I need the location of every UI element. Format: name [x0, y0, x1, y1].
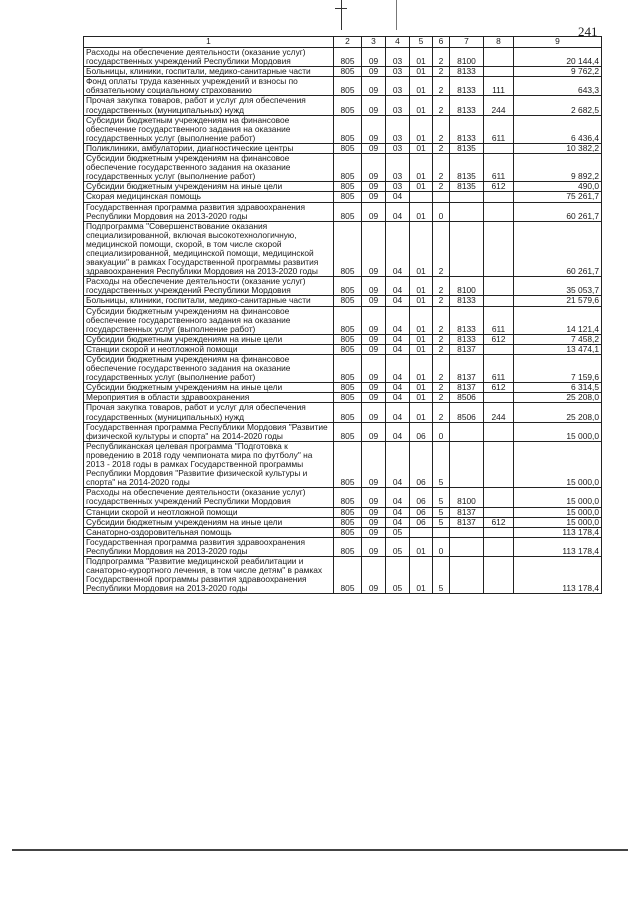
code-cell: 805: [334, 192, 362, 202]
amount-cell: 6 314,5: [514, 383, 602, 393]
amount-cell: 60 261,7: [514, 202, 602, 221]
column-header: 2: [334, 37, 362, 48]
code-cell: [484, 527, 514, 537]
code-cell: 2: [433, 306, 450, 334]
amount-cell: 490,0: [514, 182, 602, 192]
code-cell: 805: [334, 296, 362, 306]
code-cell: 805: [334, 202, 362, 221]
expense-name-cell: Прочая закупка товаров, работ и услуг для обеспечения государственных (муниципальных) нужд: [84, 96, 334, 115]
code-cell: 03: [386, 67, 410, 77]
code-cell: 01: [410, 202, 433, 221]
code-cell: 03: [386, 182, 410, 192]
amount-cell: 60 261,7: [514, 221, 602, 277]
code-cell: 2: [433, 296, 450, 306]
code-cell: 01: [410, 221, 433, 277]
code-cell: 244: [484, 96, 514, 115]
code-cell: 805: [334, 422, 362, 441]
code-cell: 612: [484, 517, 514, 527]
code-cell: 05: [386, 537, 410, 556]
table-row: [84, 517, 602, 527]
scan-mark-vertical: [341, 0, 342, 30]
code-cell: 09: [362, 77, 386, 96]
code-cell: 04: [386, 202, 410, 221]
code-cell: 611: [484, 355, 514, 383]
expense-name-cell: Больницы, клиники, госпитали, медико-санитарные части: [84, 296, 334, 306]
code-cell: 04: [386, 192, 410, 202]
code-cell: 5: [433, 441, 450, 487]
code-cell: 06: [410, 441, 433, 487]
code-cell: 01: [410, 403, 433, 422]
code-cell: 8506: [450, 393, 484, 403]
expense-name-cell: Республиканская целевая программа "Подготовка к проведению в 2018 году чемпионата мира по футболу" на 2013 - 2018 годы в рамках Государственной программы Республики Мордовия "Развитие физической культуры и спорта" на 2014-2020 годы: [84, 441, 334, 487]
amount-cell: 25 208,0: [514, 403, 602, 422]
table-row: [84, 96, 602, 115]
code-cell: [484, 202, 514, 221]
code-cell: 805: [334, 393, 362, 403]
code-cell: 09: [362, 306, 386, 334]
code-cell: 01: [410, 296, 433, 306]
expense-name-cell: Государственная программа развития здравоохранения Республики Мордовия на 2013-2020 годы: [84, 537, 334, 556]
code-cell: 805: [334, 334, 362, 344]
code-cell: 8133: [450, 306, 484, 334]
table-body: [84, 48, 602, 594]
expense-name-cell: Мероприятия в области здравоохранения: [84, 393, 334, 403]
amount-cell: 20 144,4: [514, 48, 602, 67]
code-cell: 2: [433, 77, 450, 96]
table-row: [84, 221, 602, 277]
code-cell: 05: [386, 556, 410, 593]
code-cell: 09: [362, 517, 386, 527]
code-cell: 5: [433, 488, 450, 507]
code-cell: 8137: [450, 507, 484, 517]
code-cell: 244: [484, 403, 514, 422]
code-cell: 5: [433, 517, 450, 527]
amount-cell: 21 579,6: [514, 296, 602, 306]
code-cell: 04: [386, 507, 410, 517]
code-cell: 01: [410, 355, 433, 383]
code-cell: 805: [334, 441, 362, 487]
code-cell: 09: [362, 115, 386, 143]
code-cell: 09: [362, 441, 386, 487]
expense-name-cell: Субсидии бюджетным учреждениям на иные цели: [84, 383, 334, 393]
code-cell: 805: [334, 517, 362, 527]
expense-name-cell: Фонд оплаты труда казенных учреждений и взносы по обязательному социальному страхованию: [84, 77, 334, 96]
table-row: [84, 306, 602, 334]
code-cell: 03: [386, 77, 410, 96]
code-cell: 8506: [450, 403, 484, 422]
expense-name-cell: Субсидии бюджетным учреждениям на финансовое обеспечение государственного задания на оказание государственных услуг (выполнение работ): [84, 115, 334, 143]
code-cell: 8135: [450, 143, 484, 153]
code-cell: 01: [410, 77, 433, 96]
code-cell: 2: [433, 182, 450, 192]
code-cell: [484, 192, 514, 202]
expense-name-cell: Субсидии бюджетным учреждениям на иные цели: [84, 517, 334, 527]
table-header-row: [84, 37, 602, 48]
code-cell: 03: [386, 115, 410, 143]
expense-name-cell: Субсидии бюджетным учреждениям на финансовое обеспечение государственного задания на оказание государственных услуг (выполнение работ): [84, 355, 334, 383]
expense-name-cell: Субсидии бюджетным учреждениям на финансовое обеспечение государственного задания на оказание государственных услуг (выполнение работ): [84, 306, 334, 334]
amount-cell: 35 053,7: [514, 277, 602, 296]
code-cell: 805: [334, 527, 362, 537]
code-cell: 09: [362, 556, 386, 593]
table-row: [84, 296, 602, 306]
code-cell: 805: [334, 355, 362, 383]
expense-name-cell: Прочая закупка товаров, работ и услуг для обеспечения государственных (муниципальных) нужд: [84, 403, 334, 422]
code-cell: 2: [433, 115, 450, 143]
expense-name-cell: Государственная программа Республики Мордовия "Развитие физической культуры и спорта" на 2014-2020 годы: [84, 422, 334, 441]
code-cell: 2: [433, 48, 450, 67]
code-cell: [484, 441, 514, 487]
code-cell: 2: [433, 277, 450, 296]
code-cell: 805: [334, 277, 362, 296]
code-cell: 611: [484, 306, 514, 334]
code-cell: 2: [433, 67, 450, 77]
code-cell: 2: [433, 403, 450, 422]
column-header: 8: [484, 37, 514, 48]
code-cell: 09: [362, 221, 386, 277]
column-header: 4: [386, 37, 410, 48]
table-row: [84, 403, 602, 422]
code-cell: 05: [386, 527, 410, 537]
amount-cell: 6 436,4: [514, 115, 602, 143]
scan-mark-vertical-2: [396, 0, 397, 30]
column-header: 6: [433, 37, 450, 48]
code-cell: 06: [410, 488, 433, 507]
table-row: [84, 393, 602, 403]
code-cell: 09: [362, 507, 386, 517]
code-cell: 09: [362, 344, 386, 354]
amount-cell: 15 000,0: [514, 441, 602, 487]
code-cell: 8100: [450, 488, 484, 507]
code-cell: 01: [410, 277, 433, 296]
table-row: [84, 344, 602, 354]
code-cell: 805: [334, 77, 362, 96]
column-header: 9: [514, 37, 602, 48]
table-row: [84, 441, 602, 487]
table-row: [84, 422, 602, 441]
code-cell: 805: [334, 488, 362, 507]
column-header: 7: [450, 37, 484, 48]
code-cell: 09: [362, 488, 386, 507]
code-cell: 805: [334, 537, 362, 556]
code-cell: [484, 221, 514, 277]
code-cell: 8133: [450, 115, 484, 143]
code-cell: 04: [386, 306, 410, 334]
table-row: [84, 77, 602, 96]
code-cell: 2: [433, 143, 450, 153]
code-cell: [450, 537, 484, 556]
code-cell: [484, 393, 514, 403]
code-cell: 04: [386, 403, 410, 422]
code-cell: [450, 202, 484, 221]
expense-name-cell: Расходы на обеспечение деятельности (оказание услуг) государственных учреждений Республики Мордовия: [84, 488, 334, 507]
table-row: [84, 507, 602, 517]
code-cell: 612: [484, 334, 514, 344]
code-cell: 09: [362, 277, 386, 296]
amount-cell: 2 682,5: [514, 96, 602, 115]
amount-cell: 7 159,6: [514, 355, 602, 383]
code-cell: 805: [334, 143, 362, 153]
code-cell: 805: [334, 182, 362, 192]
code-cell: 8133: [450, 96, 484, 115]
code-cell: 09: [362, 422, 386, 441]
code-cell: [450, 422, 484, 441]
amount-cell: 14 121,4: [514, 306, 602, 334]
code-cell: 01: [410, 383, 433, 393]
table-row: [84, 355, 602, 383]
code-cell: [484, 67, 514, 77]
amount-cell: 15 000,0: [514, 422, 602, 441]
expense-name-cell: Больницы, клиники, госпитали, медико-санитарные части: [84, 67, 334, 77]
code-cell: 01: [410, 344, 433, 354]
table-row: [84, 537, 602, 556]
table-row: [84, 143, 602, 153]
table-row: [84, 527, 602, 537]
expense-name-cell: Поликлиники, амбулатории, диагностические центры: [84, 143, 334, 153]
code-cell: 09: [362, 67, 386, 77]
table-row: [84, 48, 602, 67]
code-cell: 805: [334, 96, 362, 115]
code-cell: 611: [484, 154, 514, 182]
amount-cell: 15 000,0: [514, 507, 602, 517]
code-cell: [484, 507, 514, 517]
code-cell: 111: [484, 77, 514, 96]
code-cell: 805: [334, 48, 362, 67]
code-cell: 5: [433, 507, 450, 517]
code-cell: 01: [410, 537, 433, 556]
code-cell: 09: [362, 355, 386, 383]
code-cell: 611: [484, 115, 514, 143]
expense-name-cell: Подпрограмма "Совершенствование оказания специализированной, включая высокотехнологичную, медицинской помощи, скорой, в том числе скорой специализированной, медицинской помощи, медицинской эвакуации" в рамках Государственной программы развития здравоохранения Республики Мордовия на 2013-2020 годы: [84, 221, 334, 277]
table-row: [84, 182, 602, 192]
code-cell: [484, 537, 514, 556]
code-cell: 8137: [450, 517, 484, 527]
code-cell: 01: [410, 96, 433, 115]
code-cell: 04: [386, 221, 410, 277]
code-cell: [484, 344, 514, 354]
code-cell: 805: [334, 556, 362, 593]
amount-cell: 10 382,2: [514, 143, 602, 153]
code-cell: 8133: [450, 296, 484, 306]
table-row: [84, 556, 602, 593]
amount-cell: 7 458,2: [514, 334, 602, 344]
code-cell: 5: [433, 556, 450, 593]
code-cell: [410, 527, 433, 537]
code-cell: 09: [362, 383, 386, 393]
code-cell: 09: [362, 393, 386, 403]
code-cell: 0: [433, 537, 450, 556]
amount-cell: 13 474,1: [514, 344, 602, 354]
code-cell: 612: [484, 383, 514, 393]
code-cell: 04: [386, 383, 410, 393]
code-cell: 8133: [450, 67, 484, 77]
code-cell: 01: [410, 48, 433, 67]
code-cell: 805: [334, 403, 362, 422]
expense-name-cell: Субсидии бюджетным учреждениям на иные цели: [84, 334, 334, 344]
code-cell: 805: [334, 344, 362, 354]
code-cell: 09: [362, 296, 386, 306]
code-cell: 01: [410, 334, 433, 344]
table-row: [84, 67, 602, 77]
code-cell: 8133: [450, 77, 484, 96]
code-cell: 2: [433, 383, 450, 393]
code-cell: 09: [362, 154, 386, 182]
code-cell: 8137: [450, 355, 484, 383]
code-cell: 8100: [450, 48, 484, 67]
amount-cell: 113 178,4: [514, 556, 602, 593]
expense-name-cell: Субсидии бюджетным учреждениям на иные цели: [84, 182, 334, 192]
code-cell: 04: [386, 296, 410, 306]
code-cell: 2: [433, 96, 450, 115]
code-cell: 0: [433, 422, 450, 441]
code-cell: 0: [433, 202, 450, 221]
code-cell: [450, 221, 484, 277]
code-cell: 612: [484, 182, 514, 192]
expense-name-cell: Подпрограмма "Развитие медицинской реабилитации и санаторно-курортного лечения, в том числе детям" в рамках Государственной программы развития здравоохранения Республики Мордовия на 2013-2020 годы: [84, 556, 334, 593]
code-cell: 2: [433, 334, 450, 344]
code-cell: 09: [362, 334, 386, 344]
expense-name-cell: Государственная программа развития здравоохранения Республики Мордовия на 2013-2020 годы: [84, 202, 334, 221]
code-cell: 04: [386, 393, 410, 403]
code-cell: 09: [362, 96, 386, 115]
table-row: [84, 202, 602, 221]
code-cell: [410, 192, 433, 202]
code-cell: 09: [362, 48, 386, 67]
table-row: [84, 277, 602, 296]
code-cell: 06: [410, 517, 433, 527]
code-cell: 2: [433, 154, 450, 182]
expense-name-cell: Станции скорой и неотложной помощи: [84, 344, 334, 354]
code-cell: 8133: [450, 334, 484, 344]
code-cell: 8135: [450, 182, 484, 192]
code-cell: 04: [386, 355, 410, 383]
column-header: 3: [362, 37, 386, 48]
code-cell: 805: [334, 154, 362, 182]
amount-cell: 9 762,2: [514, 67, 602, 77]
code-cell: 01: [410, 556, 433, 593]
code-cell: [484, 296, 514, 306]
code-cell: 09: [362, 403, 386, 422]
code-cell: 03: [386, 48, 410, 67]
expense-name-cell: Расходы на обеспечение деятельности (оказание услуг) государственных учреждений Республики Мордовия: [84, 48, 334, 67]
code-cell: [433, 527, 450, 537]
code-cell: 805: [334, 67, 362, 77]
table-row: [84, 334, 602, 344]
code-cell: 06: [410, 507, 433, 517]
code-cell: [433, 192, 450, 202]
table-row: [84, 115, 602, 143]
expense-name-cell: Станции скорой и неотложной помощи: [84, 507, 334, 517]
table-row: [84, 383, 602, 393]
code-cell: 01: [410, 143, 433, 153]
scan-mark-tick: [335, 8, 347, 9]
column-header: 1: [84, 37, 334, 48]
code-cell: [484, 556, 514, 593]
code-cell: 8137: [450, 344, 484, 354]
amount-cell: 25 208,0: [514, 393, 602, 403]
code-cell: 2: [433, 344, 450, 354]
code-cell: 04: [386, 334, 410, 344]
code-cell: 2: [433, 221, 450, 277]
page-number: 241: [578, 24, 598, 39]
code-cell: 03: [386, 143, 410, 153]
expense-name-cell: Расходы на обеспечение деятельности (оказание услуг) государственных учреждений Республики Мордовия: [84, 277, 334, 296]
table-row: [84, 154, 602, 182]
table-row: [84, 488, 602, 507]
code-cell: [484, 48, 514, 67]
expense-name-cell: Скорая медицинская помощь: [84, 192, 334, 202]
code-cell: 01: [410, 393, 433, 403]
code-cell: 01: [410, 306, 433, 334]
expense-name-cell: Санаторно-оздоровительная помощь: [84, 527, 334, 537]
code-cell: 06: [410, 422, 433, 441]
table-row: [84, 192, 602, 202]
code-cell: 04: [386, 517, 410, 527]
code-cell: 04: [386, 277, 410, 296]
amount-cell: 15 000,0: [514, 517, 602, 527]
code-cell: 01: [410, 115, 433, 143]
code-cell: 03: [386, 154, 410, 182]
expense-name-cell: Субсидии бюджетным учреждениям на финансовое обеспечение государственного задания на оказание государственных услуг (выполнение работ): [84, 154, 334, 182]
code-cell: 2: [433, 393, 450, 403]
code-cell: [450, 441, 484, 487]
code-cell: [450, 527, 484, 537]
code-cell: 04: [386, 488, 410, 507]
code-cell: 09: [362, 527, 386, 537]
code-cell: 09: [362, 192, 386, 202]
code-cell: 805: [334, 115, 362, 143]
code-cell: 04: [386, 344, 410, 354]
amount-cell: 113 178,4: [514, 527, 602, 537]
code-cell: 01: [410, 154, 433, 182]
code-cell: 805: [334, 383, 362, 393]
amount-cell: 643,3: [514, 77, 602, 96]
code-cell: 01: [410, 67, 433, 77]
code-cell: 805: [334, 306, 362, 334]
code-cell: 805: [334, 507, 362, 517]
code-cell: [484, 488, 514, 507]
code-cell: [450, 556, 484, 593]
code-cell: 04: [386, 422, 410, 441]
code-cell: 09: [362, 537, 386, 556]
code-cell: 09: [362, 202, 386, 221]
page-bottom-edge: [12, 849, 628, 851]
code-cell: 01: [410, 182, 433, 192]
code-cell: 03: [386, 96, 410, 115]
code-cell: 805: [334, 221, 362, 277]
budget-table: [83, 36, 602, 594]
code-cell: [484, 143, 514, 153]
code-cell: 04: [386, 441, 410, 487]
code-cell: [484, 422, 514, 441]
code-cell: 2: [433, 355, 450, 383]
code-cell: 8100: [450, 277, 484, 296]
code-cell: 09: [362, 143, 386, 153]
amount-cell: 113 178,4: [514, 537, 602, 556]
amount-cell: 9 892,2: [514, 154, 602, 182]
code-cell: 8135: [450, 154, 484, 182]
amount-cell: 75 261,7: [514, 192, 602, 202]
column-header: 5: [410, 37, 433, 48]
code-cell: [450, 192, 484, 202]
code-cell: [484, 277, 514, 296]
amount-cell: 15 000,0: [514, 488, 602, 507]
code-cell: 8137: [450, 383, 484, 393]
code-cell: 09: [362, 182, 386, 192]
